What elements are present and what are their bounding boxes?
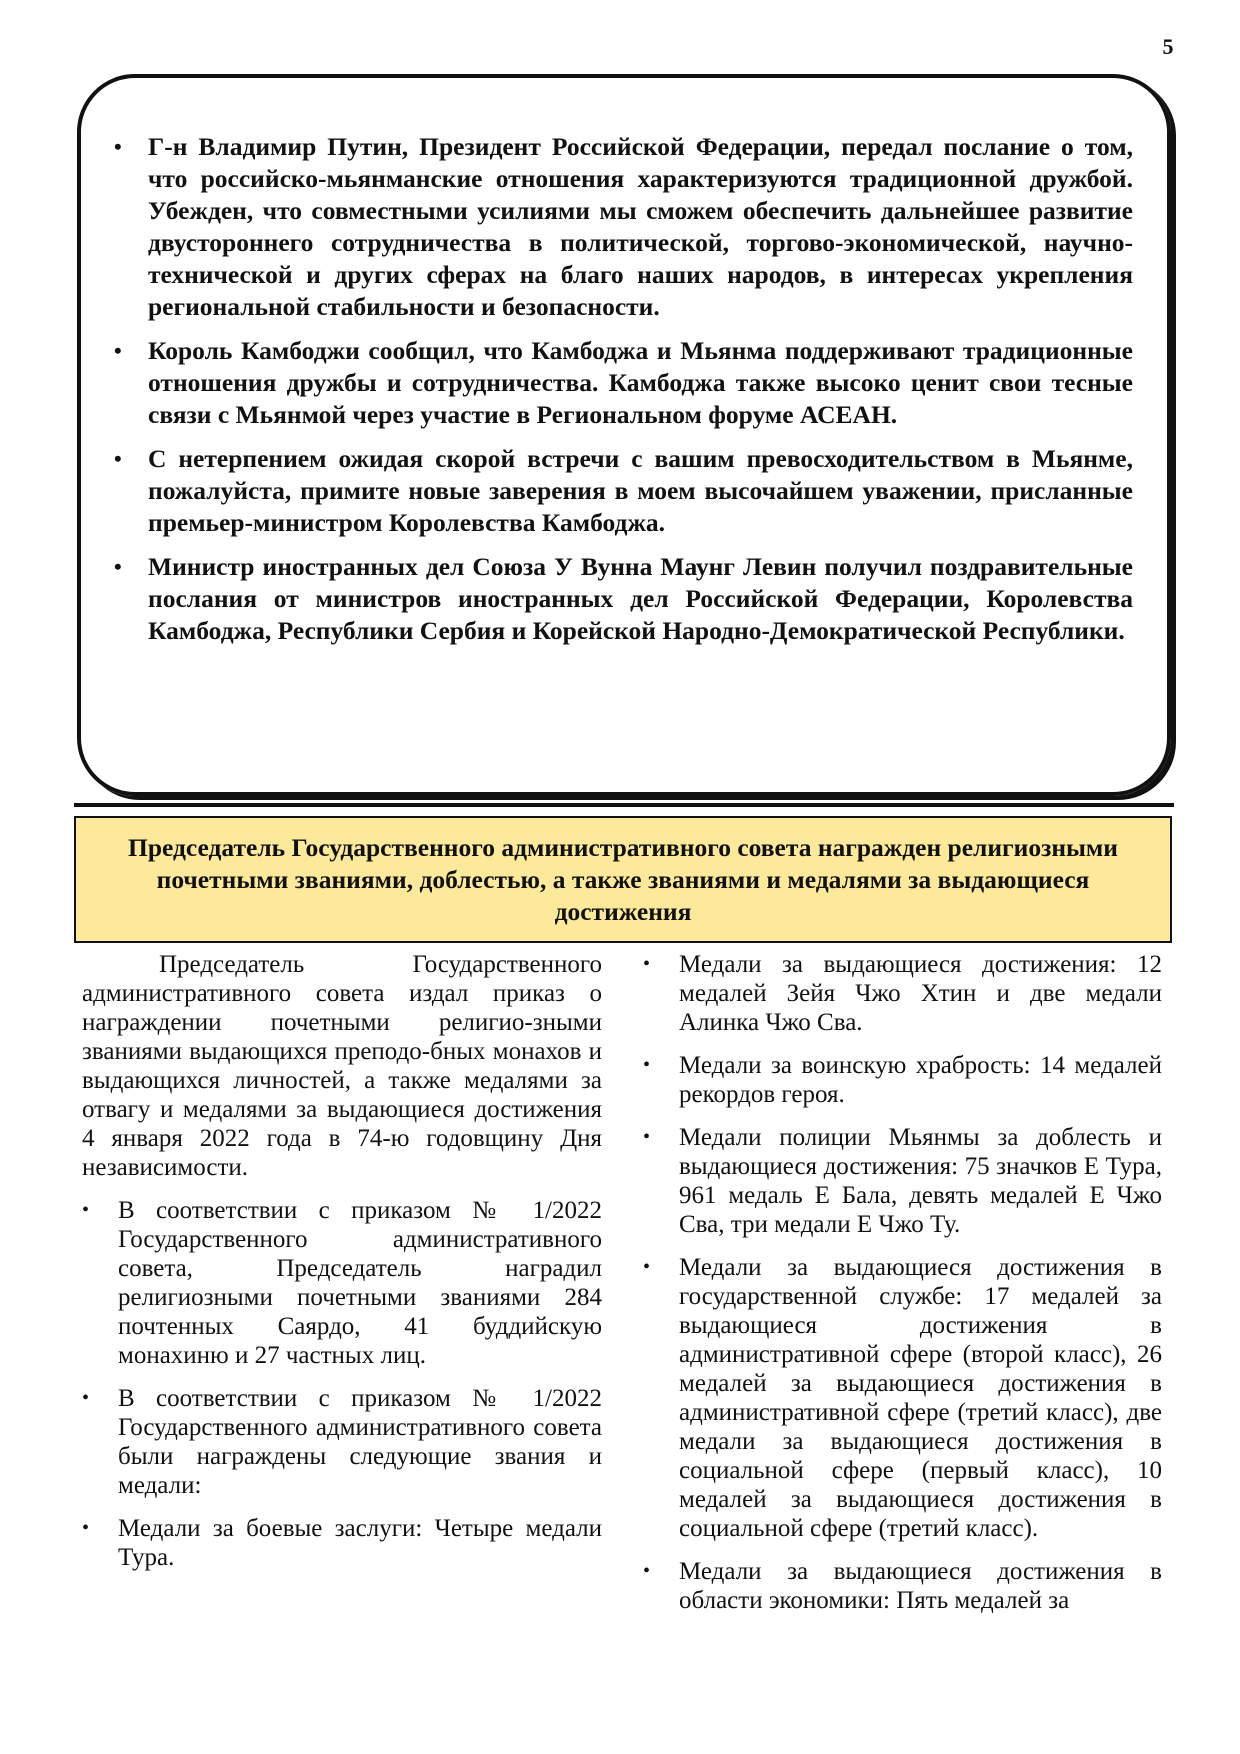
left-column-list: [82, 1196, 602, 1572]
list-item: • Г-н Владимир Путин, Президент Российской Федерации, передал послание о том, что российско-мьянманские отношения характеризуются традиционной дружбой. Убежден, что совместными усилиями мы сможем обеспечить дальнейшее развитие двустороннего сотрудничества в политической, торгово-экономической, научно-технической и других сферах на благо наших народов, в интересах укрепления региональной стабильности и безопасности.: [148, 131, 1133, 323]
message-box-list: [148, 131, 1133, 659]
list-item: • Медали за выдающиеся достижения: 12 медалей Зейя Чжо Хтин и две медали Алинка Чжо Сва.: [679, 950, 1162, 1037]
list-item: • Министр иностранных дел Союза У Вунна Маунг Левин получил поздравительные послания от министров иностранных дел Российской Федерации, Королевства Камбоджа, Республики Сербия и Корейской Народно-Демократической Республики.: [148, 551, 1133, 647]
list-item: • Медали за воинскую храбрость: 14 медалей рекордов героя.: [679, 1051, 1162, 1109]
list-item: • Король Камбоджи сообщил, что Камбоджа и Мьянма поддерживают традиционные отношения дружбы и сотрудничества. Камбоджа также высоко ценит свои тесные связи с Мьянмой через участие в Региональном форуме АСЕАН.: [148, 335, 1133, 431]
article-headline-box: [74, 816, 1172, 943]
right-column-list: [679, 950, 1162, 1615]
list-item: • Медали за выдающиеся достижения в государственной службе: 17 медалей за выдающиеся достижения в административной сфере (второй класс), 26 медалей за выдающиеся достижения в административной сфере (третий класс), две медали за выдающиеся достижения в социальной сфере (первый класс), 10 медалей за выдающиеся достижения в социальной сфере (третий класс).: [679, 1253, 1162, 1543]
list-item: • В соответствии с приказом № 1/2022 Государственного административного совета были награждены следующие звания и медали:: [118, 1384, 602, 1500]
list-item: • Медали за выдающиеся достижения в области экономики: Пять медалей за: [679, 1557, 1162, 1615]
page-number: 5: [1162, 34, 1174, 59]
article-intro: Председатель Государственного административного совета издал приказ о награждении почетными религио-зными званиями выдающихся преподо-бных монахов и выдающихся личностей, а также медалями за отвагу и медалями за выдающиеся достижения 4 января 2022 года в 74-ю годовщину Дня независимости.: [82, 951, 602, 1181]
list-item: • В соответствии с приказом № 1/2022 Государственного административного совета, Председатель наградил религиозными почетными званиями 284 почтенных Саярдо, 41 буддийскую монахиню и 27 частных лиц.: [118, 1196, 602, 1370]
list-item: • Медали за боевые заслуги: Четыре медали Тура.: [118, 1514, 602, 1572]
article-left-column: [82, 950, 602, 1586]
list-item: • Медали полиции Мьянмы за доблесть и выдающиеся достижения: 75 значков Е Тура, 961 медаль Е Бала, девять медалей Е Чжо Сва, три медали Е Чжо Ту.: [679, 1123, 1162, 1239]
article-right-column: [679, 950, 1162, 1629]
list-item: • С нетерпением ожидая скорой встречи с вашим превосходительством в Мьянме, пожалуйста, примите новые заверения в моем высочайшем уважении, присланные премьер-министром Королевства Камбоджа.: [148, 443, 1133, 539]
section-divider: [74, 803, 1174, 807]
article-headline: Председатель Государственного административного совета награжден религиозными почетными званиями, доблестью, а также званиями и медалями за выдающиеся достижения: [127, 832, 1118, 926]
